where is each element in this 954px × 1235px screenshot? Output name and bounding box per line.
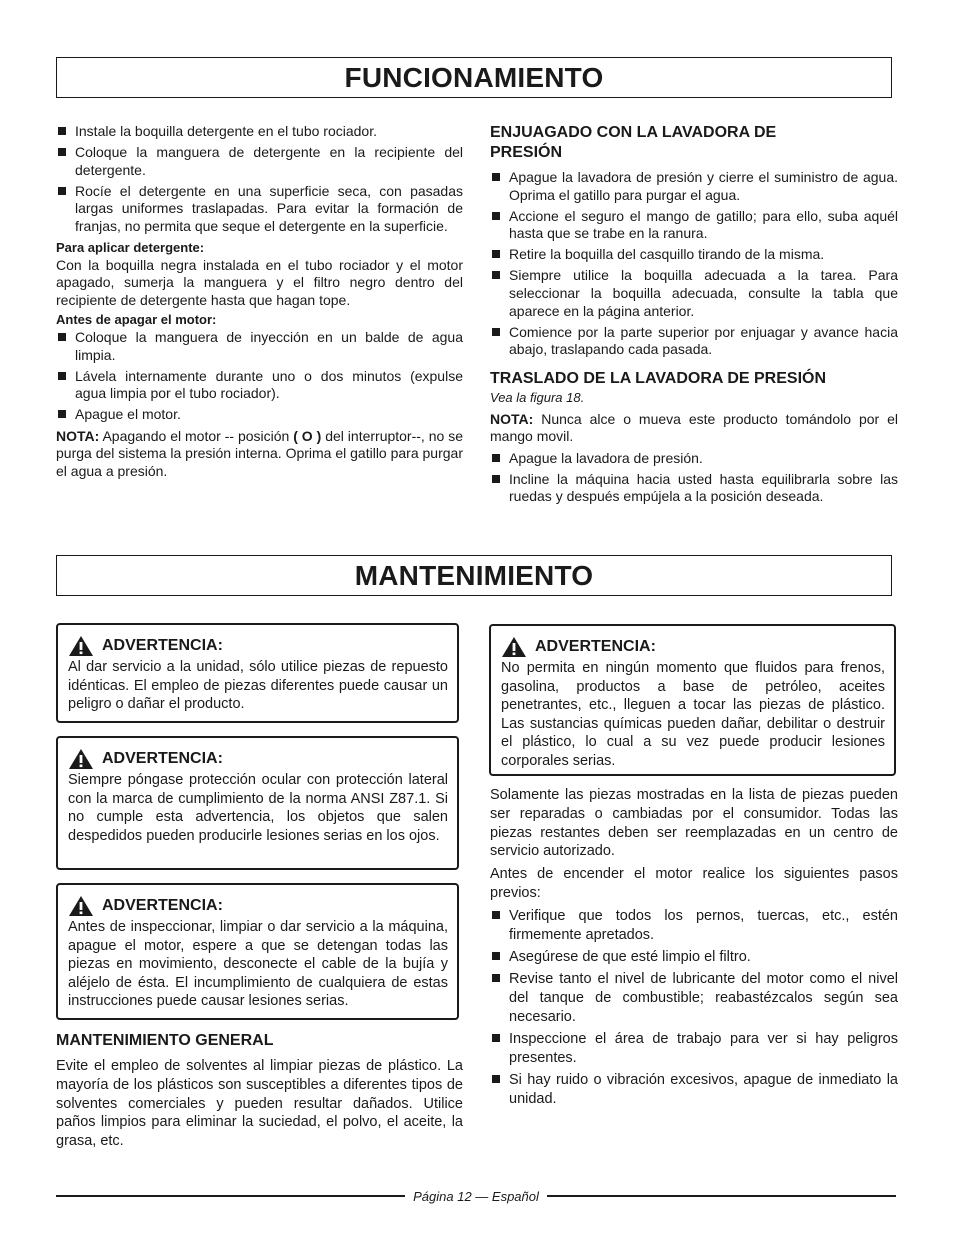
general-maintenance — [56, 1031, 463, 1151]
note-label: NOTA: — [490, 410, 534, 427]
subheading: Antes de apagar el motor: — [56, 312, 217, 328]
warning-header — [68, 635, 448, 657]
list-item: Si hay ruido o vibración excesivos, apague de inmediato la unidad. — [490, 1071, 898, 1109]
list-item: Apague la lavadora de presión y cierre el suministro de agua. Oprima el gatillo para purgar el agua. — [490, 169, 898, 204]
mantenimiento-banner — [56, 555, 892, 596]
page-number: Página 12 — Español — [413, 1188, 539, 1204]
footer-rule — [56, 1195, 405, 1197]
warning-triangle-icon — [68, 748, 94, 770]
warning-label: ADVERTENCIA: — [535, 637, 656, 655]
subheading: Para aplicar detergente: — [56, 240, 205, 256]
note-label: NOTA: — [56, 427, 100, 444]
list-item: Coloque la manguera de detergente en la recipiente del detergente. — [56, 144, 463, 179]
subsection-heading: MANTENIMIENTO GENERAL — [56, 1032, 274, 1049]
list-item: Lávela internamente durante uno o dos minutos (expulse agua limpia por el tubo rociador). — [56, 368, 463, 403]
list-item: Rocíe el detergente en una superficie seca, con pasadas largas uniformes traslapadas. Para evitar la formación de franjas, no permita que seque el detergente en la superficie. — [56, 183, 463, 236]
list-item: Apague el motor. — [56, 406, 463, 424]
list-item: Retire la boquilla del casquillo tirando de la misma. — [490, 246, 898, 264]
warning-text: No permita en ningún momento que fluidos para frenos, gasolina, productos a base de petróleo, aceites penetrantes, etc., lleguen a tocar las piezas de plástico. Las sustancias químicas pueden dañar, debilitar o destruir el plástico, lo cual a su vez puede producir lesiones corporales serias. — [501, 660, 885, 769]
list-item: Instale la boquilla detergente en el tubo rociador. — [56, 123, 463, 141]
warning-header — [68, 748, 448, 770]
note-text: Nunca alce o mueva este producto tomándolo por el mango movil. — [490, 410, 898, 445]
bullet-list — [490, 169, 898, 359]
warning-triangle-icon — [68, 895, 94, 917]
list-item: Apague la lavadora de presión. — [490, 450, 898, 468]
note-paragraph — [490, 411, 898, 446]
funcionamiento-banner — [56, 57, 892, 98]
warning-box — [56, 623, 459, 723]
list-item: Verifique que todos los pernos, tuercas, etc., estén firmemente apretados. — [490, 907, 898, 945]
switch-position: ( O ) — [293, 427, 322, 444]
warning-header — [501, 636, 885, 658]
warning-box — [489, 624, 896, 776]
warning-triangle-icon — [68, 635, 94, 657]
list-item: Revise tanto el nivel de lubricante del motor como el nivel del tanque de combustible; reabastézcalos según sea necesario. — [490, 970, 898, 1026]
warning-box — [56, 883, 459, 1020]
list-item: Coloque la manguera de inyección en un balde de agua limpia. — [56, 329, 463, 364]
bullet-list — [490, 907, 898, 1109]
warning-label: ADVERTENCIA: — [102, 896, 223, 914]
funcionamiento-left-column — [56, 123, 463, 480]
note-paragraph — [56, 428, 463, 481]
paragraph: Evite el empleo de solventes al limpiar piezas de plástico. La mayoría de los plásticos son susceptibles a diferentes tipos de solventes comerciales y pueden resultar dañados. Utilice paños limpios para eliminar la suciedad, el polvo, el aceite, la grasa, etc. — [56, 1058, 463, 1150]
paragraph: Con la boquilla negra instalada en el tubo rociador y el motor apagado, sumerja la manguera y el filtro negro dentro del recipiente de detergente hasta que hagan tope. — [56, 256, 463, 308]
maintenance-right-column — [490, 786, 898, 1112]
warning-label: ADVERTENCIA: — [102, 636, 223, 654]
warning-text: Antes de inspeccionar, limpiar o dar servicio a la máquina, apague el motor, espere a que se detengan todas las piezas en movimiento, desconecte el cable de la bujía y aléjelo de ésta. El incumplimiento de cualquiera de estas instrucciones puede causar lesiones serias. — [68, 919, 448, 1010]
warning-text: Al dar servicio a la unidad, sólo utilice piezas de repuesto idénticas. El empleo de piezas diferentes puede causar un peligro o dañar el producto. — [68, 659, 448, 713]
figure-reference: Vea la figura 18. — [490, 389, 585, 405]
warning-label: ADVERTENCIA: — [102, 749, 223, 767]
section-title: MANTENIMIENTO — [354, 560, 594, 591]
list-item: Accione el seguro el mango de gatillo; para ello, suba aquél hasta que se trabe en la ranura. — [490, 208, 898, 243]
paragraph: Antes de encender el motor realice los siguientes pasos previos: — [490, 866, 898, 901]
bullet-list — [56, 329, 463, 424]
paragraph: Solamente las piezas mostradas en la lista de piezas pueden ser reparadas o cambiadas por el consumidor. Todas las piezas restantes deben ser reemplazadas en un centro de servicio autorizado. — [490, 787, 898, 860]
subsection-heading: TRASLADO DE LA LAVADORA DE PRESIÓN — [490, 369, 827, 387]
note-text: del interruptor--, no se purga del sistema la presión interna. Oprima el gatillo para purgar el agua a presión. — [56, 427, 464, 479]
list-item: Inspeccione el área de trabajo para ver si hay peligros presentes. — [490, 1030, 898, 1068]
list-item: Comience por la parte superior por enjuagar y avance hacia abajo, traslapando cada pasada. — [490, 324, 898, 359]
list-item: Incline la máquina hacia usted hasta equilibrarla sobre las ruedas y después empújela a la posición deseada. — [490, 471, 898, 506]
list-item: Asegúrese de que esté limpio el filtro. — [490, 948, 898, 967]
warning-box — [56, 736, 459, 870]
subsection-heading: ENJUAGADO CON LA LAVADORA DE PRESIÓN — [490, 124, 777, 161]
warning-text: Siempre póngase protección ocular con protección lateral con la marca de cumplimiento de la norma ANSI Z87.1. Si no cumple esta advertencia, los objetos que salen despedidos pueden producirle lesiones serias en los ojos. — [68, 772, 448, 844]
list-item: Siempre utilice la boquilla adecuada a la tarea. Para seleccionar la boquilla adecuada, consulte la tabla que aparece en la página anterior. — [490, 267, 898, 320]
note-text: Apagando el motor -- posición — [99, 427, 294, 444]
bullet-list — [490, 450, 898, 506]
warning-header — [68, 895, 448, 917]
warning-triangle-icon — [501, 636, 527, 658]
funcionamiento-right-column — [490, 123, 898, 510]
section-title: FUNCIONAMIENTO — [344, 62, 604, 93]
bullet-list — [56, 123, 463, 236]
page-footer — [56, 1186, 896, 1206]
footer-rule — [547, 1195, 896, 1197]
